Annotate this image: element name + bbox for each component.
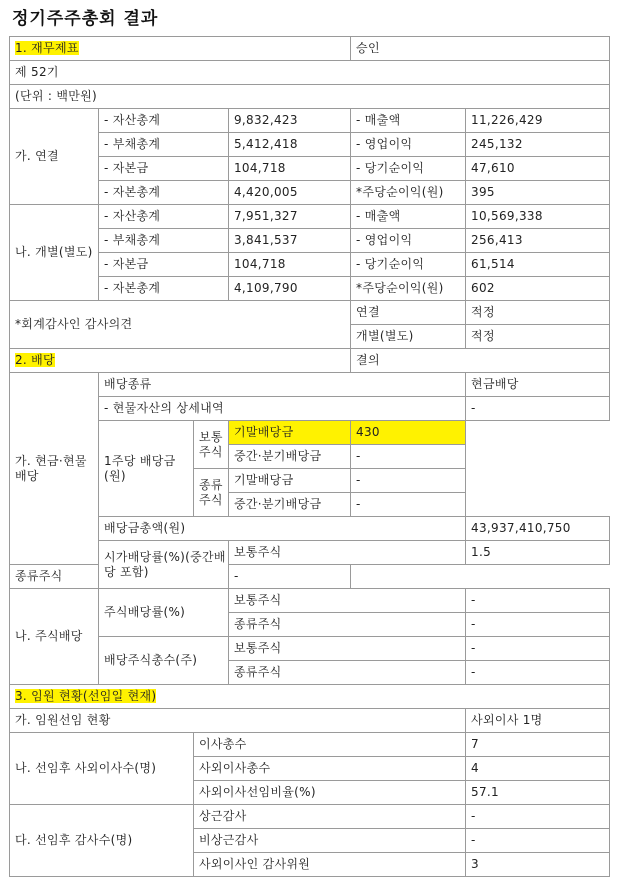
s2-preferred-label: 종류주식 <box>194 469 229 517</box>
s2-yield-preferred-label: 종류주식 <box>10 565 194 589</box>
s1-s-v2: 61,514 <box>466 253 610 277</box>
s2-inkind-value: - <box>466 397 610 421</box>
s1-s-k2: - 매출액 <box>351 205 466 229</box>
s3-b-v: 57.1 <box>466 781 610 805</box>
s3-heading: 3. 임원 현황(선임일 현재) <box>15 689 157 703</box>
s1-s-v2: 602 <box>466 277 610 301</box>
s1-separate-row <box>10 253 610 277</box>
s2-yield-common-value: 1.5 <box>466 541 610 565</box>
s1-audit-consolidated: 연결 <box>351 301 466 325</box>
s1-c-k1: - 자본금 <box>99 157 229 181</box>
s1-s-k1: - 자산총계 <box>99 205 229 229</box>
s1-consolidated-row <box>10 109 610 133</box>
s1-heading: 1. 재무제표 <box>15 41 79 55</box>
s1-c-v2: 11,226,429 <box>466 109 610 133</box>
s2-stock-rate-preferred-value: - <box>466 613 610 637</box>
s2-heading-cell <box>10 349 351 373</box>
s2-stock-rate-label: 주식배당률(%) <box>99 589 229 637</box>
s2-inkind-label: - 현물자산의 상세내역 <box>99 397 466 421</box>
s3-heading-row <box>10 685 610 709</box>
s2-common-year-end-label: 기말배당금 <box>229 421 351 445</box>
s1-c-v1: 104,718 <box>229 157 351 181</box>
s2-preferred-year-end-value: - <box>351 469 466 493</box>
s3-b-k: 이사총수 <box>194 733 466 757</box>
s2-yield-preferred-value: - <box>229 565 351 589</box>
s2-common-interim-label: 중간·분기배당금 <box>229 445 351 469</box>
s1-unit: (단위 : 백만원) <box>10 85 610 109</box>
s1-c-k2: - 영업이익 <box>351 133 466 157</box>
s1-s-k2: - 영업이익 <box>351 229 466 253</box>
s3-c-label: 다. 선임후 감사수(명) <box>10 805 194 877</box>
s1-audit-label: *회계감사인 감사의견 <box>10 301 351 349</box>
s1-s-v1: 3,841,537 <box>229 229 351 253</box>
s1-c-k1: - 부채총계 <box>99 133 229 157</box>
s1-s-v2: 256,413 <box>466 229 610 253</box>
s1-separate-label: 나. 개별(별도) <box>10 205 99 301</box>
s1-audit-separate-value: 적정 <box>466 325 610 349</box>
s1-separate-row <box>10 229 610 253</box>
s1-s-k1: - 자본총계 <box>99 277 229 301</box>
s2-preferred-interim-value: - <box>351 493 466 517</box>
s1-c-v2: 245,132 <box>466 133 610 157</box>
s1-s-v1: 4,109,790 <box>229 277 351 301</box>
s3-c-v: - <box>466 805 610 829</box>
s2-result: 결의 <box>351 349 610 373</box>
s2-type-value: 현금배당 <box>466 373 610 397</box>
s1-c-k1: - 자본총계 <box>99 181 229 205</box>
s1-audit-consolidated-value: 적정 <box>466 301 610 325</box>
s2-heading: 2. 배당 <box>15 353 55 367</box>
s1-s-k1: - 부채총계 <box>99 229 229 253</box>
s1-c-k2: *주당순이익(원) <box>351 181 466 205</box>
s3-c-k: 상근감사 <box>194 805 466 829</box>
s2-stock-label: 나. 주식배당 <box>10 589 99 685</box>
s1-c-v1: 4,420,005 <box>229 181 351 205</box>
s2-common-year-end-value: 430 <box>351 421 466 445</box>
results-table <box>9 36 610 877</box>
s3-b-v: 7 <box>466 733 610 757</box>
s3-a-label: 가. 임원선임 현황 <box>10 709 466 733</box>
s2-stock-rate-preferred: 종류주식 <box>229 613 466 637</box>
s1-separate-row <box>10 205 610 229</box>
s3-b-label: 나. 선임후 사외이사수(명) <box>10 733 194 805</box>
s2-cash-label: 가. 현금·현물배당 <box>10 373 99 565</box>
s1-c-v2: 395 <box>466 181 610 205</box>
s1-c-v1: 5,412,418 <box>229 133 351 157</box>
s1-consolidated-label: 가. 연결 <box>10 109 99 205</box>
s2-total-label: 배당금총액(원) <box>99 517 466 541</box>
s1-consolidated-row <box>10 133 610 157</box>
s1-result: 승인 <box>351 37 610 61</box>
s1-c-k2: - 당기순이익 <box>351 157 466 181</box>
s2-yield-common-label: 보통주식 <box>229 541 466 565</box>
s2-stock-count-common-value: - <box>466 637 610 661</box>
s3-a-value: 사외이사 1명 <box>466 709 610 733</box>
s1-audit-separate: 개별(별도) <box>351 325 466 349</box>
s3-c-v: 3 <box>466 853 610 877</box>
s2-per-share-label: 1주당 배당금(원) <box>99 421 194 517</box>
s1-s-k1: - 자본금 <box>99 253 229 277</box>
s2-preferred-interim-label: 중간·분기배당금 <box>229 493 351 517</box>
s1-c-k2: - 매출액 <box>351 109 466 133</box>
s1-c-v1: 9,832,423 <box>229 109 351 133</box>
s1-s-k2: - 당기순이익 <box>351 253 466 277</box>
s2-common-interim-value: - <box>351 445 466 469</box>
s1-s-v1: 104,718 <box>229 253 351 277</box>
s2-stock-count-common: 보통주식 <box>229 637 466 661</box>
s2-stock-rate-common-value: - <box>466 589 610 613</box>
s2-stock-count-preferred-value: - <box>466 661 610 685</box>
s3-c-k: 사외이사인 감사위원 <box>194 853 466 877</box>
s3-heading-cell <box>10 685 610 709</box>
page-title: 정기주주총회 결과 <box>12 9 159 29</box>
s1-s-v2: 10,569,338 <box>466 205 610 229</box>
s1-s-k2: *주당순이익(원) <box>351 277 466 301</box>
s2-stock-rate-common: 보통주식 <box>229 589 466 613</box>
s2-type-label: 배당종류 <box>99 373 466 397</box>
s1-period: 제 52기 <box>10 61 610 85</box>
s1-c-k1: - 자산총계 <box>99 109 229 133</box>
s3-b-v: 4 <box>466 757 610 781</box>
s1-heading-cell <box>10 37 351 61</box>
s3-b-k: 사외이사총수 <box>194 757 466 781</box>
s3-c-v: - <box>466 829 610 853</box>
s1-separate-row <box>10 277 610 301</box>
s3-c-k: 비상근감사 <box>194 829 466 853</box>
s2-yield-label: 시가배당률(%)(중간배당 포함) <box>99 541 229 589</box>
s2-stock-count-preferred: 종류주식 <box>229 661 466 685</box>
s3-b-k: 사외이사선임비율(%) <box>194 781 466 805</box>
s1-s-v1: 7,951,327 <box>229 205 351 229</box>
s2-common-label: 보통주식 <box>194 421 229 469</box>
s1-consolidated-row <box>10 181 610 205</box>
s1-consolidated-row <box>10 157 610 181</box>
s2-preferred-year-end-label: 기말배당금 <box>229 469 351 493</box>
s2-stock-count-label: 배당주식총수(주) <box>99 637 229 685</box>
s2-total-value: 43,937,410,750 <box>466 517 610 541</box>
s1-c-v2: 47,610 <box>466 157 610 181</box>
s1-heading-row <box>10 37 610 61</box>
s2-heading-row <box>10 349 610 373</box>
